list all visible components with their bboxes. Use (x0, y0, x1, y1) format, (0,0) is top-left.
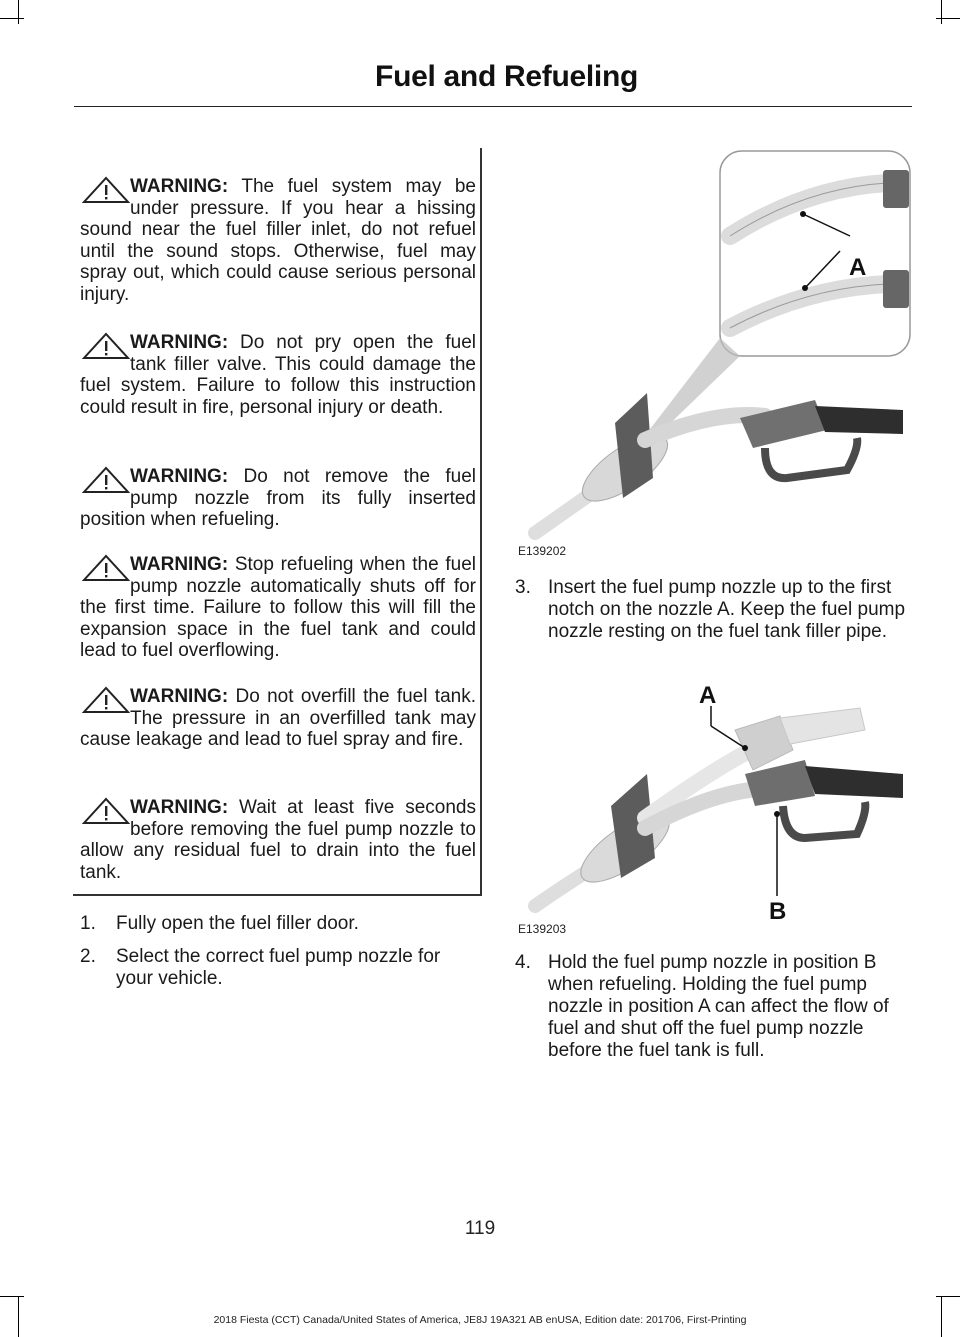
list-item (80, 913, 480, 935)
warning-label: WARNING: (130, 332, 229, 353)
callout-a: A (849, 254, 867, 281)
callout-b: B (769, 898, 787, 925)
nozzle-insert-illustration (515, 148, 915, 560)
warning-stop-refueling (80, 554, 476, 662)
step-4 (515, 952, 911, 1062)
figure-code: E139203 (518, 922, 567, 936)
figure-nozzle-insert (515, 148, 915, 560)
page-number: 119 (464, 1218, 496, 1239)
warning-triangle-icon (80, 176, 130, 204)
warning-text: Wait at least five seconds before removing the fuel pump nozzle to allow any residual fuel to drain into the fuel tank. (80, 797, 476, 883)
warning-text: Stop refueling when the fuel pump nozzle automatically shuts off for the first time. Failure to follow this will fill the expansion space in the fuel tank and could lead to fuel overflowing. (80, 554, 476, 661)
warning-triangle-icon (80, 466, 130, 494)
warning-label: WARNING: (130, 797, 229, 818)
step-text: Insert the fuel pump nozzle up to the first notch on the nozzle A. Keep the fuel pump nozzle resting on the fuel tank filler pipe. (548, 577, 906, 642)
warning-triangle-icon (80, 554, 130, 582)
warning-triangle-icon (80, 332, 130, 360)
callout-a: A (699, 682, 717, 709)
crop-mark (0, 18, 24, 19)
title-divider (74, 106, 912, 107)
warning-text: Do not overfill the fuel tank. The pressure in an overfilled tank may cause leakage and lead to fuel spray and fire. (80, 686, 476, 750)
warning-text: Do not pry open the fuel tank filler valve. This could damage the fuel system. Failure to follow this instruction could result in fire, personal injury or death. (80, 332, 476, 418)
warning-triangle-icon (80, 686, 130, 714)
crop-mark (936, 1296, 960, 1297)
warning-filler-valve (80, 332, 476, 418)
footer-edition-info: 2018 Fiesta (CCT) Canada/United States of America, JE8J 19A321 AB enUSA, Edition date: 201706, First-Printing (213, 1314, 747, 1326)
step-number: 4. (515, 952, 531, 973)
warning-text: Do not remove the fuel pump nozzle from its fully inserted position when refueling. (80, 466, 476, 530)
step-3 (515, 577, 911, 643)
steps-list (80, 913, 480, 1001)
warning-triangle-icon (80, 797, 130, 825)
warning-overfill (80, 686, 476, 751)
step-text: Fully open the fuel filler door. (116, 913, 359, 934)
warning-text: The fuel system may be under pressure. If you hear a hissing sound near the fuel filler inlet, do not refuel until the sound stops. Otherwise, fuel may spray out, which could cause serious personal injury. (80, 176, 476, 305)
crop-mark (0, 1296, 24, 1297)
step-text: Hold the fuel pump nozzle in position B when refueling. Holding the fuel pump nozzle in position A can affect the flow of fuel and shut off the fuel pump nozzle before the fuel tank is full. (548, 952, 889, 1061)
warning-nozzle-removal (80, 466, 476, 531)
warning-label: WARNING: (130, 686, 229, 707)
list-item (80, 946, 480, 990)
crop-mark (936, 18, 960, 19)
nozzle-positions-illustration (515, 678, 915, 942)
page-title: Fuel and Refueling (375, 60, 638, 93)
step-number: 1. (80, 913, 96, 934)
figure-nozzle-positions (515, 678, 915, 942)
warning-label: WARNING: (130, 554, 229, 575)
warning-wait-five-seconds (80, 797, 476, 883)
step-number: 3. (515, 577, 531, 598)
warning-label: WARNING: (130, 466, 229, 487)
crop-mark (941, 0, 942, 24)
crop-mark (18, 0, 19, 24)
step-number: 2. (80, 946, 96, 967)
warning-pressure (80, 176, 476, 305)
step-text: Select the correct fuel pump nozzle for your vehicle. (116, 946, 441, 989)
warning-label: WARNING: (130, 176, 229, 197)
figure-code: E139202 (518, 544, 567, 558)
